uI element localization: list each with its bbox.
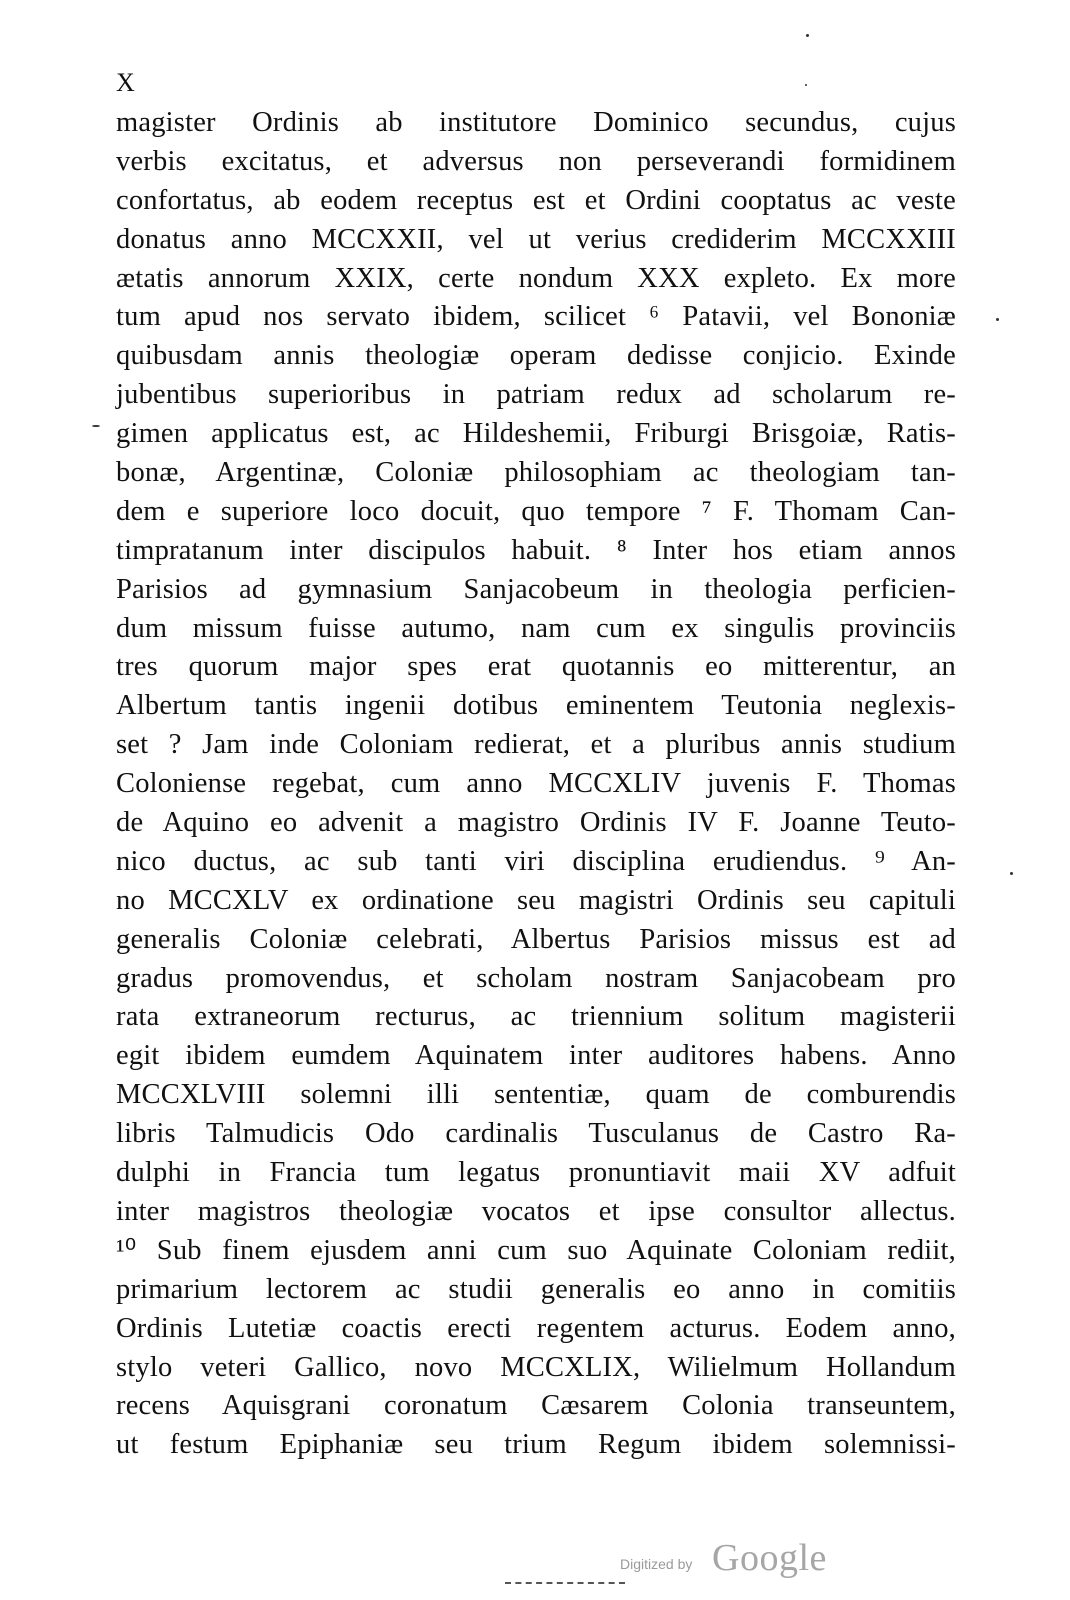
text-line: nico ductus, ac sub tanti viri disciplina erudiendus. ⁹ An- bbox=[116, 845, 956, 877]
text-line: verbis excitatus, et adversus non perseverandi formidinem bbox=[116, 145, 956, 177]
scan-speck bbox=[996, 318, 999, 321]
text-line: donatus anno MCCXXII, vel ut verius crediderim MCCXXIII bbox=[116, 223, 956, 255]
scan-speck bbox=[806, 34, 809, 37]
text-line: gimen applicatus est, ac Hildeshemii, Friburgi Brisgoiæ, Ratis- bbox=[116, 418, 956, 450]
text-line: bonæ, Argentinæ, Coloniæ philosophiam ac theologiam tan- bbox=[116, 457, 956, 489]
page-number: X bbox=[116, 68, 136, 97]
text-line: Parisios ad gymnasium Sanjacobeum in theologia perficien- bbox=[116, 573, 956, 605]
digitized-watermark bbox=[620, 1537, 860, 1580]
text-line: stylo veteri Gallico, novo MCCXLIX, Wilielmum Hollandum bbox=[116, 1351, 956, 1383]
text-line: primarium lectorem ac studii generalis eo anno in comitiis bbox=[116, 1273, 956, 1305]
text-line: rata extraneorum recturus, ac triennium solitum magisterii bbox=[116, 1001, 956, 1033]
text-line: de Aquino eo advenit a magistro Ordinis IV F. Joanne Teuto- bbox=[116, 807, 956, 839]
text-line: generalis Coloniæ celebrati, Albertus Parisios missus est ad bbox=[116, 923, 956, 955]
text-line: Ordinis Lutetiæ coactis erecti regentem acturus. Eodem anno, bbox=[116, 1312, 956, 1344]
text-line: tres quorum major spes erat quotannis eo mitterentur, an bbox=[116, 651, 956, 683]
text-line: timpratanum inter discipulos habuit. ⁸ Inter hos etiam annos bbox=[116, 534, 956, 566]
text-line: egit ibidem eumdem Aquinatem inter auditores habens. Anno bbox=[116, 1040, 956, 1072]
text-line: Coloniense regebat, cum anno MCCXLIV juvenis F. Thomas bbox=[116, 768, 956, 800]
body-text bbox=[116, 104, 956, 1465]
text-line: recens Aquisgrani coronatum Cæsarem Colonia transeuntem, bbox=[116, 1390, 956, 1422]
text-line: magister Ordinis ab institutore Dominico secundus, cujus bbox=[116, 107, 956, 138]
text-line: ¹⁰ Sub finem ejusdem anni cum suo Aquinate Coloniam rediit, bbox=[116, 1234, 956, 1266]
text-line: set ? Jam inde Coloniam redierat, et a pluribus annis studium bbox=[116, 729, 956, 761]
text-line: Albertum tantis ingenii dotibus eminentem Teutonia neglexis- bbox=[116, 690, 956, 722]
digitized-label: Digitized by bbox=[620, 1556, 693, 1572]
text-line: inter magistros theologiæ vocatos et ipse consultor allectus. bbox=[116, 1195, 956, 1227]
scan-speck bbox=[92, 425, 100, 427]
text-line: dem e superiore loco docuit, quo tempore ⁷ F. Thomam Can- bbox=[116, 495, 956, 527]
text-line: gradus promovendus, et scholam nostram Sanjacobeam pro bbox=[116, 962, 956, 994]
text-line: tum apud nos servato ibidem, scilicet ⁶ Patavii, vel Bononiæ bbox=[116, 301, 956, 333]
text-line: ætatis annorum XXIX, certe nondum XXX expleto. Ex more bbox=[116, 262, 956, 294]
text-line: no MCCXLV ex ordinatione seu magistri Ordinis seu capituli bbox=[116, 884, 956, 916]
text-line: dum missum fuisse autumo, nam cum ex singulis provinciis bbox=[116, 612, 956, 644]
text-line: quibusdam annis theologiæ operam dedisse conjicio. Exinde bbox=[116, 340, 956, 372]
text-line: confortatus, ab eodem receptus est et Ordini cooptatus ac veste bbox=[116, 184, 956, 216]
text-line: libris Talmudicis Odo cardinalis Tusculanus de Castro Ra- bbox=[116, 1118, 956, 1150]
text-line: dulphi in Francia tum legatus pronuntiavit maii XV adfuit bbox=[116, 1157, 956, 1189]
scan-speck bbox=[1010, 872, 1013, 875]
google-logo: Google bbox=[712, 1537, 827, 1579]
scan-artifact-rule bbox=[505, 1582, 625, 1584]
text-line: jubentibus superioribus in patriam redux ad scholarum re- bbox=[116, 379, 956, 411]
text-line: MCCXLVIII solemni illi sententiæ, quam de comburendis bbox=[116, 1079, 956, 1111]
scan-speck bbox=[805, 84, 807, 86]
text-line: ut festum Epiphaniæ seu trium Regum ibidem solemnissi- bbox=[116, 1429, 956, 1461]
